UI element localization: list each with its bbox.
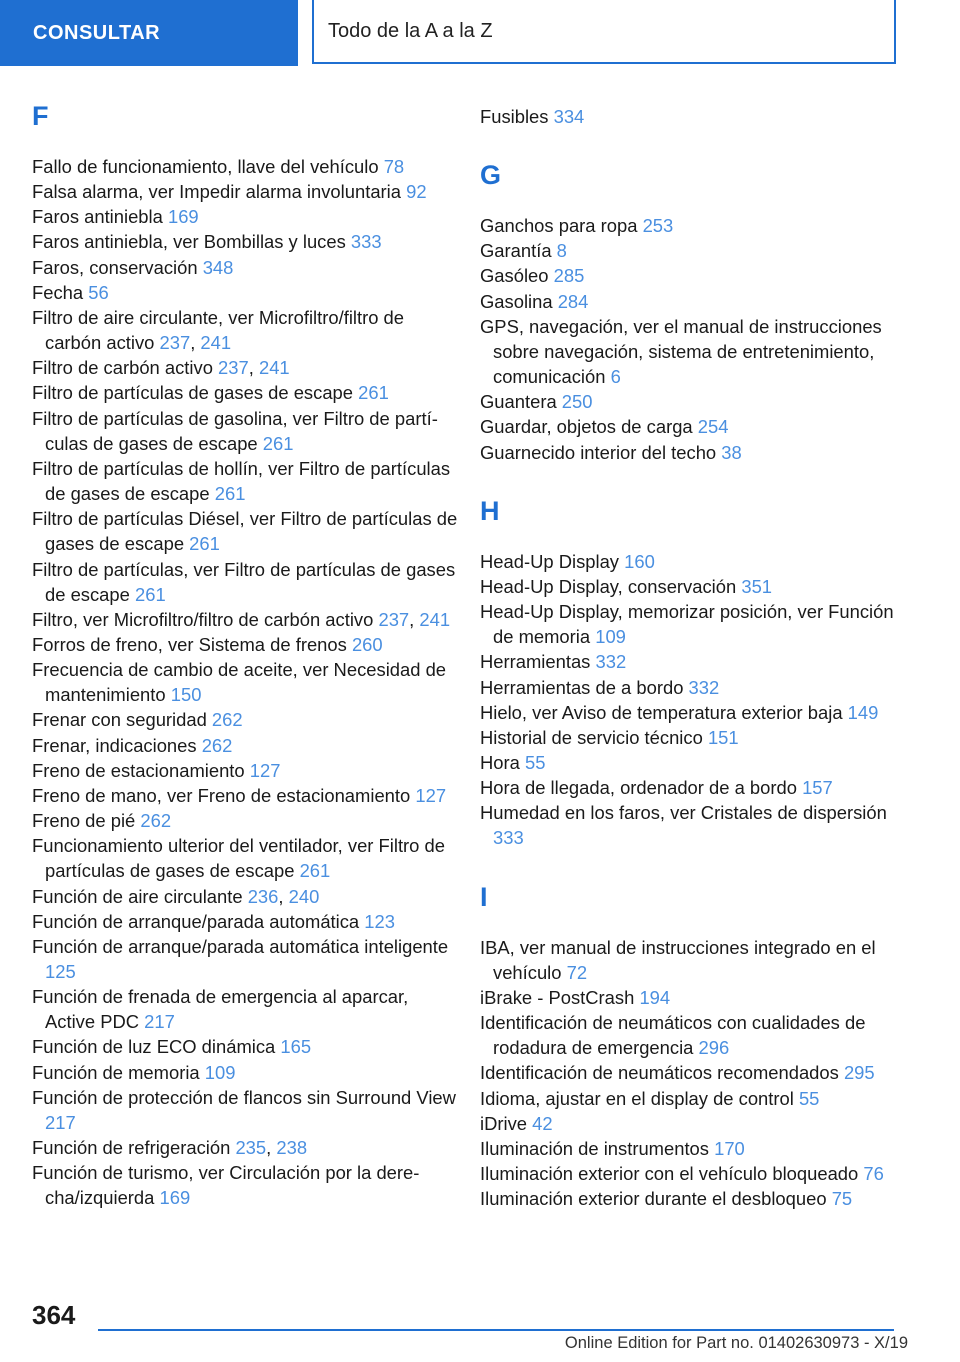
index-entry-term: Humedad en los faros, ver Cristales de dispersión (480, 802, 887, 824)
page-reference-link[interactable]: 241 (258, 357, 290, 379)
page-reference-link[interactable]: 42 (532, 1112, 553, 1134)
index-entry-term: Funcionamiento ulterior del ventilador, ver Filtro de partículas de gases de escape (32, 835, 445, 882)
index-entry-term: Historial de servicio técnico (480, 726, 708, 748)
page-reference-link[interactable]: 253 (642, 215, 674, 237)
index-entry (480, 1010, 910, 1060)
page-reference-link[interactable]: 348 (202, 256, 234, 278)
index-entry-term: Función de memoria (32, 1061, 205, 1083)
section-gap (480, 129, 910, 151)
page-reference-link[interactable]: 169 (159, 1187, 191, 1209)
index-entry (480, 599, 910, 649)
index-entry-term: Filtro de partículas Diésel, ver Filtro de partículas de gases de escape (32, 508, 458, 555)
index-entry (32, 255, 462, 280)
page-reference-link[interactable]: 262 (201, 734, 233, 756)
page-reference-link[interactable]: 240 (288, 885, 320, 907)
index-entry-term: Identificación de neumáticos recomendados (480, 1062, 844, 1084)
index-entry-term: Hora de llegada, ordenador de a bordo (480, 777, 803, 799)
index-entry-term: iDrive (480, 1112, 533, 1134)
index-entry (32, 934, 462, 984)
page-reference-link[interactable]: 261 (189, 533, 220, 555)
page-reference-link[interactable]: 332 (688, 676, 720, 698)
index-column-right (480, 104, 910, 1211)
index-entry (480, 935, 910, 985)
index-entry (32, 733, 462, 758)
index-entry-term: Frenar, indicaciones (32, 734, 202, 756)
index-entry (32, 707, 462, 732)
page-reference-link[interactable]: 295 (843, 1062, 875, 1084)
page-reference-link[interactable]: 333 (493, 827, 524, 849)
page-reference-link[interactable]: 78 (383, 156, 405, 177)
page-reference-link[interactable]: 284 (557, 290, 589, 312)
index-letter-heading: F (32, 101, 49, 131)
index-entry (32, 1160, 462, 1210)
index-entry (480, 649, 910, 674)
index-entry-term: Filtro, ver Microfiltro/filtro de carbón activo (32, 608, 379, 630)
index-entry-term: Fecha (32, 281, 89, 303)
index-entry-term: Filtro de partículas de gasolina, ver Filtro de partículas de gases de escape (32, 407, 438, 454)
index-entry (32, 406, 462, 456)
footer-edition-text: Online Edition for Part no. 01402630973 - X/19 (564, 1334, 908, 1352)
index-entry (32, 909, 462, 934)
index-entry-term: Frenar con seguridad (32, 709, 212, 731)
index-entry (32, 833, 462, 883)
page-reference-link[interactable]: 149 (847, 701, 879, 723)
index-entry: Función de refrigeración 235, 238 (32, 1137, 308, 1159)
index-entry-term: Función de luz ECO dinámica (32, 1036, 281, 1058)
index-entry-term: Fallo de funcionamiento, llave del vehículo (32, 156, 384, 177)
page-reference-link[interactable]: 150 (170, 684, 202, 706)
index-entry (32, 632, 462, 657)
index-entry-term: Garantía (480, 240, 557, 262)
page-reference-link[interactable]: 56 (88, 281, 109, 303)
index-entry (32, 1085, 462, 1135)
page-reference-link[interactable]: 75 (831, 1188, 853, 1210)
index-entry-term: Iluminación exterior con el vehículo bloqueado (480, 1163, 864, 1184)
page-reference-link[interactable]: 55 (524, 751, 546, 773)
index-entry-term: Freno de estacionamiento (32, 759, 250, 781)
page-reference-link[interactable]: 109 (595, 626, 626, 648)
page-reference-link[interactable]: 157 (802, 777, 833, 799)
page-reference-link[interactable]: 238 (276, 1137, 308, 1159)
index-entry (480, 775, 910, 800)
index-entry (32, 179, 462, 204)
page-header (0, 0, 960, 66)
page-reference-link[interactable]: 236 (247, 885, 279, 907)
page-reference-link[interactable]: 123 (364, 910, 395, 932)
index-entry-term: Gasóleo (480, 265, 554, 287)
page-reference-link[interactable]: 261 (214, 483, 246, 505)
page-reference-link[interactable]: 92 (406, 181, 427, 203)
index-entry-term: Función de refrigeración (32, 1137, 236, 1159)
index-entry (480, 1136, 910, 1161)
index-entry-term: Ganchos para ropa (480, 215, 643, 237)
page-reference-link[interactable]: 241 (200, 332, 232, 354)
page-reference-link[interactable]: 250 (561, 391, 593, 413)
index-entry (32, 1034, 462, 1059)
index-entry-term: Función de aire circulante (32, 885, 248, 907)
index-letter-heading: G (480, 160, 502, 191)
index-entry (32, 808, 462, 833)
index-entry (480, 800, 910, 850)
index-entry-term: Falsa alarma, ver Impedir alarma involuntaria (32, 181, 407, 203)
index-entry-term: Faros antiniebla (32, 206, 168, 228)
page-reference-link[interactable]: 235 (235, 1137, 267, 1159)
index-entry-term: Gasolina (480, 290, 558, 312)
section-tab: CONSULTAR (0, 0, 298, 66)
index-entry (32, 154, 462, 179)
index-entry-term: Iluminación exterior durante el desbloqueo (480, 1188, 832, 1210)
page-reference-link[interactable]: 127 (415, 784, 447, 806)
index-entry-term: Frecuencia de cambio de aceite, ver Necesidad de mantenimiento (32, 659, 447, 706)
index-entry-term: Freno de mano, ver Freno de estacionamiento (32, 784, 416, 806)
index-entry-term: Filtro de carbón activo (32, 357, 219, 379)
index-column-left (32, 96, 462, 1211)
index-entry (480, 549, 910, 574)
page-reference-link[interactable]: 332 (595, 651, 627, 673)
index-entry (480, 104, 910, 129)
index-entry-term: Guantera (480, 391, 562, 413)
index-entry (32, 506, 462, 556)
page-reference-link[interactable]: 241 (419, 608, 451, 630)
page-reference-link[interactable]: 261 (358, 382, 389, 404)
page-reference-link[interactable]: 6 (610, 366, 621, 388)
page-reference-link[interactable]: 169 (167, 206, 199, 228)
index-entry (32, 783, 462, 808)
index-entry-term: Función de turismo, ver Circulación por la derecha/izquierda (32, 1162, 420, 1209)
page-reference-link[interactable]: 125 (45, 961, 76, 982)
index-entry-term: Idioma, ajustar en el display de control (480, 1087, 799, 1109)
index-entry (480, 1086, 910, 1111)
index-entry (480, 440, 910, 465)
index-entry-term: Herramientas de a bordo (480, 676, 689, 698)
index-letter-heading: H (480, 495, 500, 526)
index-entry-term: Función de arranque/parada automática (32, 910, 365, 932)
index-entry (480, 675, 910, 700)
index-entry-term: Hora (480, 751, 525, 773)
section-gap (480, 851, 910, 873)
page-reference-link[interactable]: 237 (159, 332, 191, 354)
index-entry-term: Función de frenada de emergencia al aparcar, Active PDC (32, 986, 409, 1033)
page-reference-link[interactable]: 72 (566, 961, 588, 983)
index-entry (32, 380, 462, 405)
index-entry (480, 213, 910, 238)
index-entry-term: Identificación de neumáticos con cualidades de rodadura de emergencia (480, 1012, 866, 1059)
section-gap (480, 465, 910, 487)
index-entry-term: Filtro de partículas, ver Filtro de partículas de gases de escape (32, 558, 456, 605)
index-entry (32, 557, 462, 607)
index-entry (480, 725, 910, 750)
index-entry-term: Forros de freno, ver Sistema de frenos (32, 633, 352, 655)
index-entry-term: iBrake - PostCrash (480, 986, 640, 1008)
page-reference-link[interactable]: 261 (134, 583, 166, 605)
page-reference-link[interactable]: 127 (249, 759, 281, 781)
page-reference-link[interactable]: 296 (698, 1037, 730, 1059)
index-entry (480, 314, 910, 389)
index-entry-term: Filtro de aire circulante, ver Microfiltro/filtro de carbón activo (32, 306, 405, 354)
index-entry-term: Head-Up Display (480, 550, 625, 572)
index-entry: Filtro de aire circulante, ver Microfiltro/filtro de carbón activo 237, 241 (32, 306, 405, 354)
page-reference-link[interactable]: 38 (721, 441, 742, 463)
index-entry-term: Fusibles (480, 106, 554, 127)
page-reference-link[interactable]: 151 (707, 726, 739, 748)
page-reference-link[interactable]: 217 (144, 1011, 175, 1033)
index-entry-term: GPS, navegación, ver el manual de instrucciones sobre navegación, sistema de entretenimiento, comunicación (480, 315, 882, 388)
page-reference-link[interactable]: 237 (378, 608, 410, 630)
footer-rule (98, 1329, 894, 1331)
index-entry (480, 1111, 910, 1136)
index-entry-term: Freno de pié (32, 810, 141, 832)
index-entry-term: Guardar, objetos de carga (480, 416, 698, 438)
index-entry (480, 1161, 910, 1186)
index-entry-term: IBA, ver manual de instrucciones integrado en el vehículo (480, 936, 876, 983)
index-entry (480, 289, 910, 314)
page-reference-link[interactable]: 109 (204, 1061, 236, 1083)
page-reference-link[interactable]: 237 (218, 357, 249, 379)
index-entry-term: Faros, conservación (32, 256, 203, 278)
page-reference-link[interactable]: 76 (863, 1163, 884, 1184)
index-entry (32, 229, 462, 254)
index-entry-term: Función de arranque/parada automática inteligente (32, 935, 449, 957)
index-entry: Filtro de carbón activo 237, 241 (32, 357, 290, 379)
index-entry: Filtro, ver Microfiltro/filtro de carbón activo 237, 241 (32, 608, 451, 630)
page-reference-link[interactable]: 217 (45, 1111, 76, 1133)
index-entry (32, 280, 462, 305)
page-reference-link[interactable]: 55 (798, 1087, 820, 1109)
index-entry-term: Head-Up Display, conservación (480, 575, 742, 597)
page-reference-link[interactable]: 194 (639, 986, 671, 1008)
index-entry-term: Guarnecido interior del techo (480, 441, 722, 463)
page-number: 364 (32, 1300, 76, 1330)
page-reference-link[interactable]: 334 (553, 106, 585, 127)
page-reference-link[interactable]: 170 (714, 1137, 745, 1159)
index-entry (480, 1186, 910, 1211)
index-entry (480, 238, 910, 263)
page-reference-link[interactable]: 351 (741, 575, 773, 597)
index-entry (32, 657, 462, 707)
index-entry (480, 700, 910, 725)
index-entry (32, 204, 462, 229)
index-entry-term: Filtro de partículas de hollín, ver Filtro de partículas de gases de escape (32, 457, 451, 505)
index-entry-term: Hielo, ver Aviso de temperatura exterior baja (480, 701, 848, 723)
page-reference-link[interactable]: 160 (624, 550, 655, 572)
page-reference-link[interactable]: 261 (262, 432, 294, 454)
index-entry (32, 1060, 462, 1085)
page-reference-link[interactable]: 262 (140, 810, 172, 832)
index-entry-term: Herramientas (480, 651, 596, 673)
page-reference-link[interactable]: 165 (280, 1036, 312, 1058)
index-entry-term: Head-Up Display, memorizar posición, ver Función de memoria (480, 601, 894, 648)
index-entry (32, 456, 462, 506)
index-entry (480, 985, 910, 1010)
index-entry: Función de aire circulante 236, 240 (32, 885, 320, 907)
index-entry-term: Faros antiniebla, ver Bombillas y luces (32, 231, 351, 253)
page-reference-link[interactable]: 260 (351, 633, 383, 655)
index-entry (480, 263, 910, 288)
index-entry (480, 414, 910, 439)
index-entry (32, 758, 462, 783)
page-reference-link[interactable]: 285 (553, 265, 585, 287)
index-entry-term: Filtro de partículas de gases de escape (32, 382, 359, 404)
page-reference-link[interactable]: 8 (556, 240, 567, 262)
page-reference-link[interactable]: 333 (350, 231, 382, 253)
chapter-title: Todo de la A a la Z (312, 0, 896, 64)
page-reference-link[interactable]: 262 (211, 709, 243, 731)
index-entry (480, 574, 910, 599)
index-entry-term: Función de protección de flancos sin Surround View (32, 1086, 456, 1108)
index-letter-heading: I (480, 881, 488, 912)
page-reference-link[interactable]: 254 (697, 416, 729, 438)
index-entry (480, 750, 910, 775)
index-entry (480, 1060, 910, 1085)
page-reference-link[interactable]: 261 (299, 860, 331, 882)
index-entry (32, 984, 462, 1034)
index-entry-term: Iluminación de instrumentos (480, 1137, 715, 1159)
index-entry (480, 389, 910, 414)
